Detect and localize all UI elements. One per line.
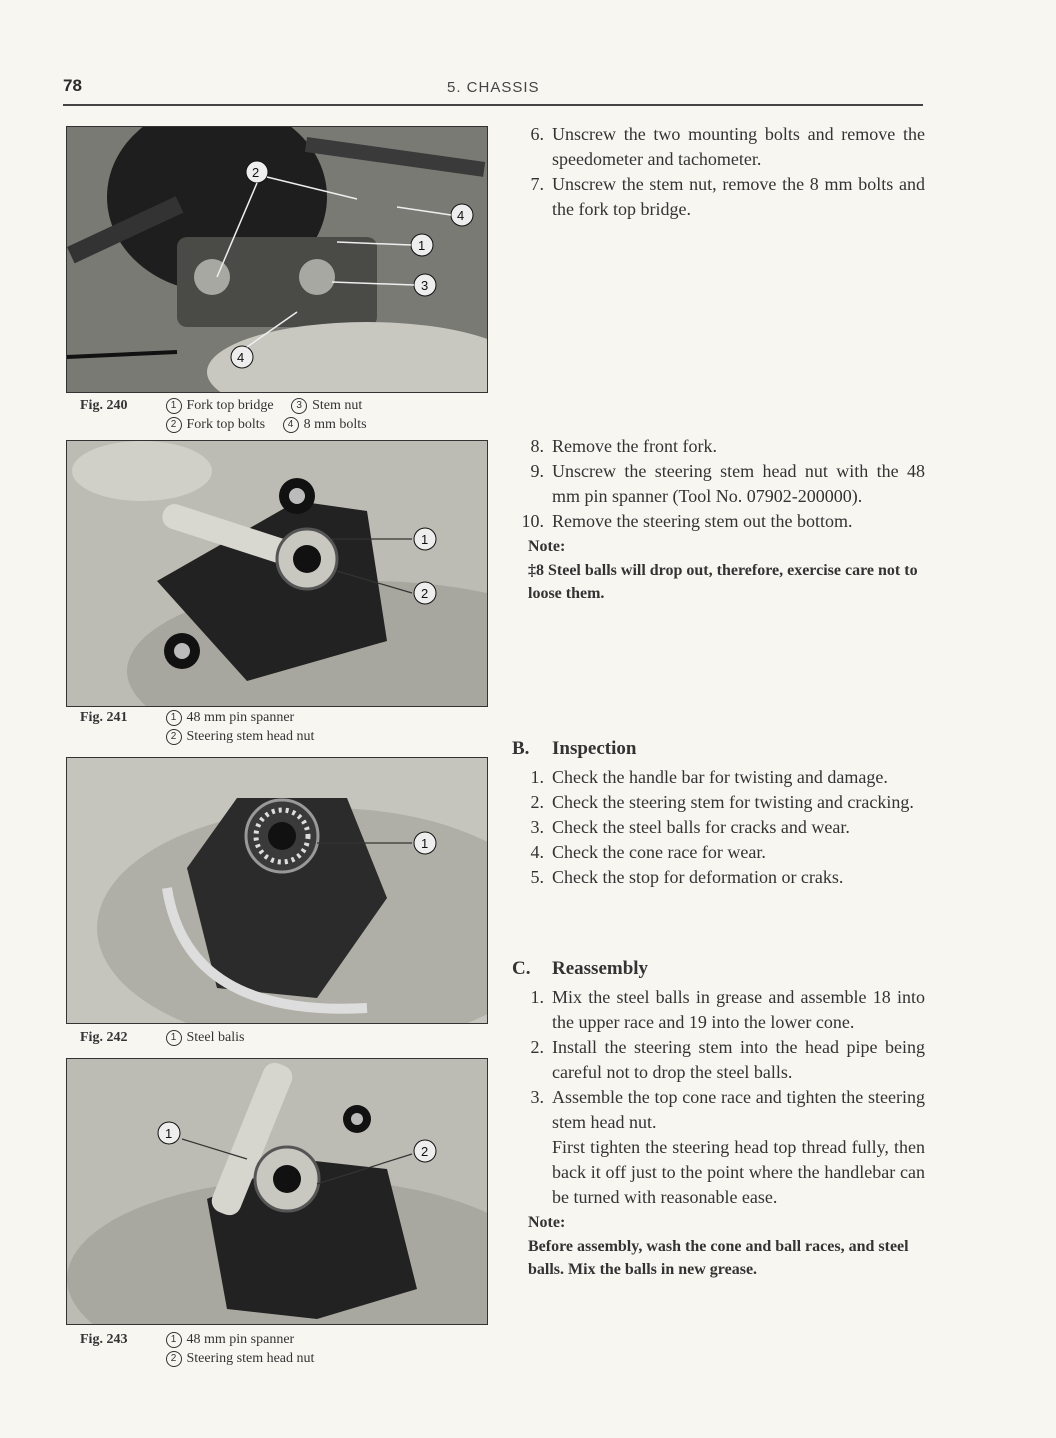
- callout-3: 3: [421, 278, 429, 293]
- callout-1: 1: [421, 836, 429, 851]
- figure-241-caption: Fig. 241 1 48 mm pin spanner 2 Steering stem head nut: [80, 710, 315, 744]
- page-header: [63, 74, 923, 106]
- step-item: 7. Unscrew the stem nut, remove the 8 mm bolts and the fork top bridge.: [530, 174, 925, 219]
- callout-icon: 1: [166, 710, 182, 726]
- note-label: Note:: [528, 1214, 566, 1231]
- reassembly-extra: First tighten the steering head top thread fully, then back it off just to the point where the handlebar can be turned with reasonable ease.: [552, 1137, 925, 1207]
- figure-243-photo: [66, 1058, 488, 1325]
- step-item: 3. Check the steel balls for cracks and wear.: [530, 817, 850, 837]
- step-item: 5. Check the stop for deformation or craks.: [530, 867, 844, 887]
- figure-242-caption: Fig. 242 1 Steel balis: [80, 1030, 245, 1045]
- step-item: 2. Install the steering stem into the head pipe being careful not to drop the steel balls.: [530, 1037, 925, 1082]
- callout-icon: 1: [166, 398, 182, 414]
- figure-240-caption: Fig. 240 1 Fork top bridge 3 Stem nut 2 Fork top bolts 4 8 mm bolts: [80, 398, 367, 432]
- step-item: 1. Mix the steel balls in grease and assemble 18 into the upper race and 19 into the lower cone.: [530, 987, 925, 1032]
- callout-icon: 2: [166, 1351, 182, 1367]
- callout-icon: 1: [166, 1030, 182, 1046]
- step-item: 1. Check the handle bar for twisting and damage.: [530, 767, 888, 787]
- callout-2: 2: [421, 586, 429, 601]
- note-label: Note:: [528, 538, 566, 555]
- callout-2: 2: [252, 165, 260, 180]
- fig-label: Fig. 243: [80, 1332, 128, 1347]
- callout-1: 1: [421, 532, 429, 547]
- callout-4b: 4: [237, 350, 245, 365]
- page-number: 78: [63, 76, 82, 95]
- steps-8-10: [512, 434, 925, 605]
- fig-label: Fig. 240: [80, 398, 128, 413]
- callout-icon: 2: [166, 417, 182, 433]
- callout-icon: 4: [283, 417, 299, 433]
- figure-241-photo: [66, 440, 488, 707]
- callout-icon: 2: [166, 729, 182, 745]
- fig-label: Fig. 242: [80, 1030, 128, 1045]
- step-item: 9. Unscrew the steering stem head nut with the 48 mm pin spanner (Tool No. 07902-200000).: [530, 461, 925, 506]
- section-heading: C. Reassembly: [512, 958, 649, 979]
- inspection-section: [512, 736, 925, 890]
- section-title: 5. CHASSIS: [447, 79, 540, 96]
- figure-242-photo: [66, 757, 488, 1024]
- callout-1: 1: [418, 238, 426, 253]
- note-text: ‡8 Steel balls will drop out, therefore, exercise care not to loose them.: [528, 562, 918, 602]
- section-heading: B. Inspection: [512, 738, 637, 759]
- step-item: 4. Check the cone race for wear.: [530, 842, 766, 862]
- fig-label: Fig. 241: [80, 710, 128, 725]
- step-item: 10. Remove the steering stem out the bottom.: [521, 511, 853, 531]
- callout-2: 2: [421, 1144, 429, 1159]
- callout-icon: 3: [291, 398, 307, 414]
- note-text: Before assembly, wash the cone and ball races, and steel balls. Mix the balls in new grease.: [528, 1238, 909, 1278]
- figure-243-caption: Fig. 243 1 48 mm pin spanner 2 Steering stem head nut: [80, 1332, 315, 1366]
- callout-1: 1: [165, 1126, 173, 1141]
- step-item: 3. Assemble the top cone race and tighten the steering stem head nut.: [530, 1087, 925, 1132]
- step-item: 6. Unscrew the two mounting bolts and remove the speedometer and tachometer.: [530, 124, 925, 169]
- reassembly-section: [512, 956, 925, 1281]
- step-item: 2. Check the steering stem for twisting and cracking.: [530, 792, 914, 812]
- steps-6-7: [512, 122, 925, 222]
- figure-240-photo: [66, 126, 488, 393]
- callout-4: 4: [457, 208, 465, 223]
- callout-icon: 1: [166, 1332, 182, 1348]
- step-item: 8. Remove the front fork.: [530, 436, 717, 456]
